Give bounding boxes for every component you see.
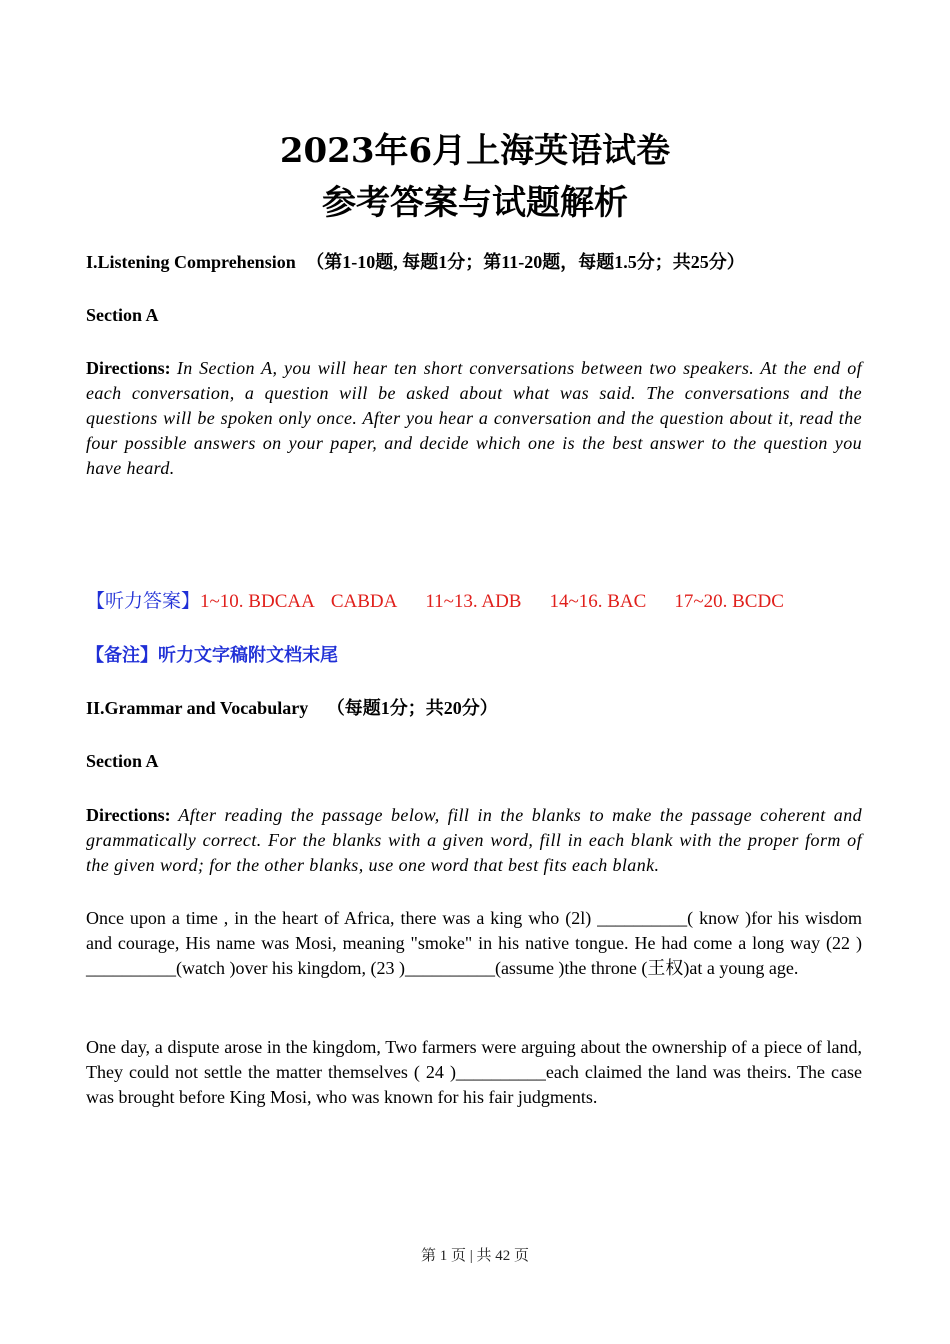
part2-directions-label: Directions: [86, 805, 171, 825]
part1-heading: I.Listening Comprehension [86, 252, 296, 272]
part1-directions-text: In Section A, you will hear ten short conversations between two speakers. At the end of each conversation, a question will be asked about what was said. The conversations and the questions will be spoken only once. After you hear a conversation and the question about it, read the four possible answers on your paper, and decide which one is the best answer to the question you have heard. [86, 358, 863, 478]
part2-directions [86, 803, 862, 878]
answer-group-4: 14~16. BAC [549, 591, 647, 612]
listening-note: 【备注】听力文字稿附文档末尾 [86, 645, 338, 665]
passage-paragraph-2: One day, a dispute arose in the kingdom, Two farmers were arguing about the ownership of a piece of land, They could not settle the matter themselves ( 24 )__________each claimed the land was theirs. The case was brought before King Mosi, who was known for his fair judgments. [86, 1037, 862, 1107]
part1-heading-line [86, 250, 862, 275]
passage-paragraph-1: Once upon a time , in the heart of Africa, there was a king who (2l) __________( know )for his wisdom and courage, His name was Mosi, meaning "smoke" in his native tongue. He had come a long way (22 ) __________(watch )over his kingdom, (23 )__________(assume )the throne (王权)at a young age. [86, 908, 862, 978]
document-subtitle: 参考答案与试题解析 [322, 183, 628, 223]
part2-scoring: （每题1分；共20分） [326, 698, 498, 718]
answer-group-3: 11~13. ADB [425, 591, 522, 612]
document-title: 2023年6月上海英语试卷 [279, 131, 671, 171]
listening-answers [86, 589, 862, 614]
part1-directions [86, 356, 862, 481]
part1-section-label: Section A [86, 305, 159, 325]
part2-heading: II.Grammar and Vocabulary [86, 698, 309, 718]
part2-heading-line [86, 696, 862, 721]
part1-directions-label: Directions: [86, 358, 171, 378]
part1-scoring: （第1-10题, 每题1分；第11-20题，每题1.5分；共25分） [306, 252, 745, 272]
page-footer: 第 1 页 | 共 42 页 [420, 1248, 529, 1264]
answer-group-1: 1~10. BDCAA [200, 591, 315, 612]
part2-directions-text: After reading the passage below, fill in the blanks to make the passage coherent and grammatically correct. For the blanks with a given word, fill in each blank with the proper form of the given word; for the other blanks, use one word that best fits each blank. [86, 805, 862, 875]
answer-label: 【听力答案】 [86, 591, 201, 612]
answer-group-2: CABDA [330, 591, 398, 612]
answer-group-5: 17~20. BCDC [674, 591, 784, 612]
part2-section-label: Section A [86, 751, 159, 771]
